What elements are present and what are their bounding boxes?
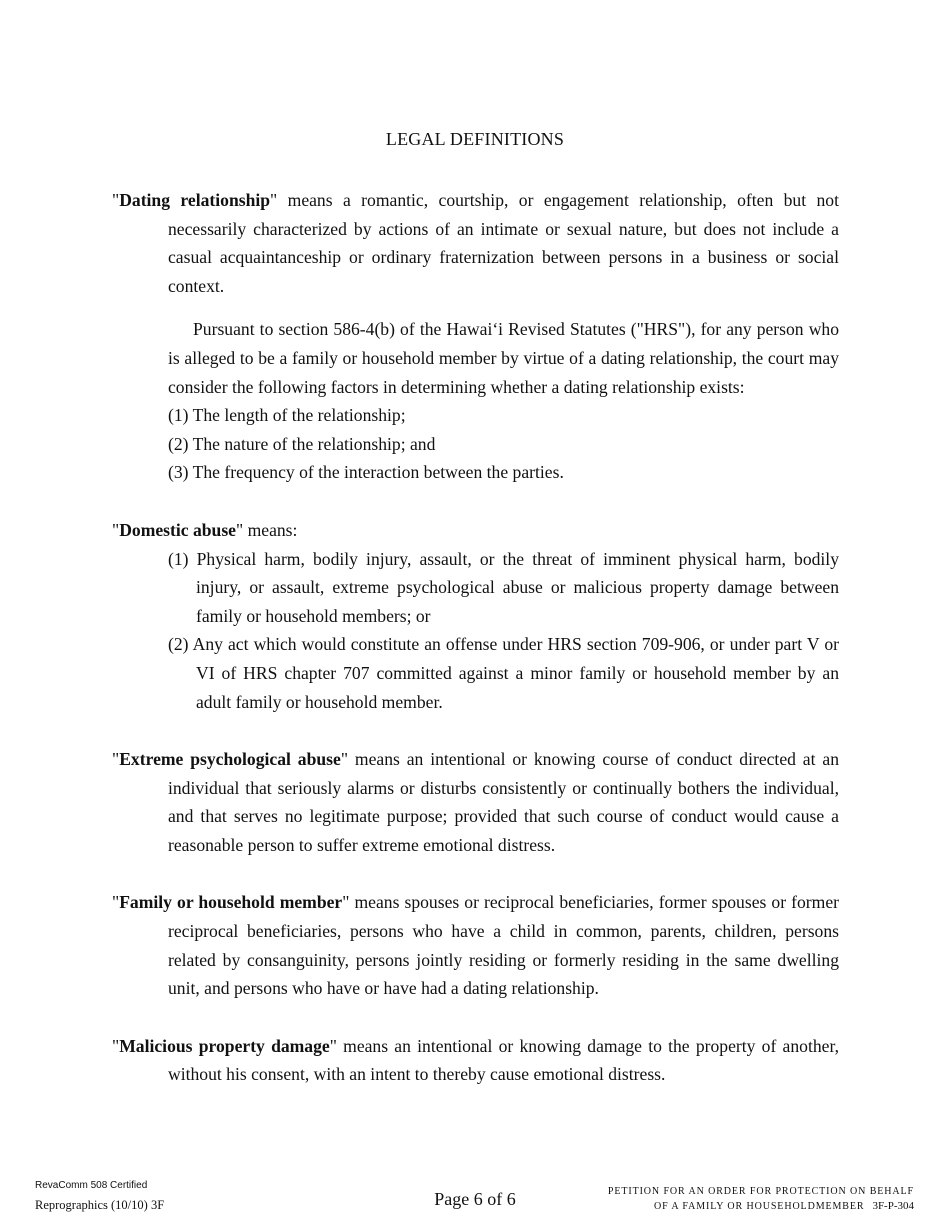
definition-text: means: <box>243 519 298 540</box>
term-domestic-abuse: Domestic abuse <box>119 519 236 540</box>
list-item: (2) Any act which would constitute an offense under HRS section 709-906, or under part V or VI of HRS chapter 707 committed against a minor family or household member by an adult family or household member. <box>168 634 839 712</box>
factor-item: (2) The nature of the relationship; and <box>168 433 436 454</box>
definition-dating-relationship: "Dating relationship" means a romantic, courtship, or engagement relationship, often but not necessarily characterized by actions of an intimate or sexual nature, but does not include a casual acquaintanceship or ordinary fraternization between persons in a business or social context. <box>112 190 839 296</box>
definition-text: means an intentional or knowing course of conduct directed at an individual that seriously alarms or disturbs consistently or continually bothers the individual, and that serves no legitimate purpose; provided that such course of conduct would cause a reasonable person to suffer extreme emotional distress. <box>168 749 839 855</box>
form-number: 3F-P-304 <box>872 1200 914 1212</box>
definition-text: means an intentional or knowing damage to the property of another, without his consent, with an intent to thereby cause emotional distress. <box>168 1035 839 1085</box>
definitions-body <box>112 186 839 1089</box>
term-malicious-property-damage: Malicious property damage <box>119 1035 330 1056</box>
pursuant-paragraph: Pursuant to section 586-4(b) of the Hawai‘i Revised Statutes ("HRS"), for any person who is alleged to be a family or household member by virtue of a dating relationship, the court may consider the following factors in determining whether a dating relationship exists: <box>168 319 839 397</box>
page-number: Page 6 of 6 <box>434 1189 516 1209</box>
certification-label: RevaComm 508 Certified <box>35 1180 148 1191</box>
dating-factors-block <box>112 315 839 487</box>
list-item: (1) Physical harm, bodily injury, assault, or the threat of imminent physical harm, bodily injury, or assault, extreme psychological abuse or malicious property damage between family or household members; or <box>168 548 839 626</box>
term-family-household-member: Family or household member <box>119 892 343 913</box>
footer-form-info <box>608 1185 914 1214</box>
form-title-line2: OF A FAMILY OR HOUSEHOLDMEMBER <box>653 1201 865 1212</box>
definition-malicious-property-damage: "Malicious property damage" means an intentional or knowing damage to the property of another, without his consent, with an intent to thereby cause emotional distress. <box>112 1035 839 1085</box>
definition-extreme-psychological-abuse: "Extreme psychological abuse" means an intentional or knowing course of conduct directed at an individual that seriously alarms or disturbs consistently or continually bothers the individual, and that serves no legitimate purpose; provided that such course of conduct would cause a reasonable person to suffer extreme emotional distress. <box>112 749 839 855</box>
definition-text: means a romantic, courtship, or engagement relationship, often but not necessarily characterized by actions of an intimate or sexual nature, but does not include a casual acquaintanceship or ordinary fraternization between persons in a business or social context. <box>168 190 839 296</box>
page-title: LEGAL DEFINITIONS <box>385 129 565 149</box>
definition-text: means spouses or reciprocal beneficiaries, former spouses or former reciprocal beneficiaries, persons who have a child in common, parents, children, persons related by consanguinity, persons jointly residing or formerly residing in the same dwelling unit, and persons who have or have had a dating relationship. <box>168 892 839 999</box>
form-title-line1: PETITION FOR AN ORDER FOR PROTECTION ON BEHALF <box>607 1186 914 1197</box>
term-dating-relationship: Dating relationship <box>119 190 271 210</box>
definition-family-household-member: "Family or household member" means spouses or reciprocal beneficiaries, former spouses or former reciprocal beneficiaries, persons who have a child in common, parents, children, persons related by consanguinity, persons jointly residing or formerly residing in the same dwelling unit, and persons who have or have had a dating relationship. <box>112 892 839 999</box>
definition-domestic-abuse: "Domestic abuse" means: <box>112 519 298 540</box>
factor-item: (3) The frequency of the interaction between the parties. <box>168 462 564 483</box>
domestic-abuse-list <box>112 545 839 717</box>
factor-item: (1) The length of the relationship; <box>168 405 406 426</box>
reprographics-label: Reprographics (10/10) 3F <box>35 1198 165 1212</box>
term-extreme-psychological-abuse: Extreme psychological abuse <box>119 749 341 770</box>
